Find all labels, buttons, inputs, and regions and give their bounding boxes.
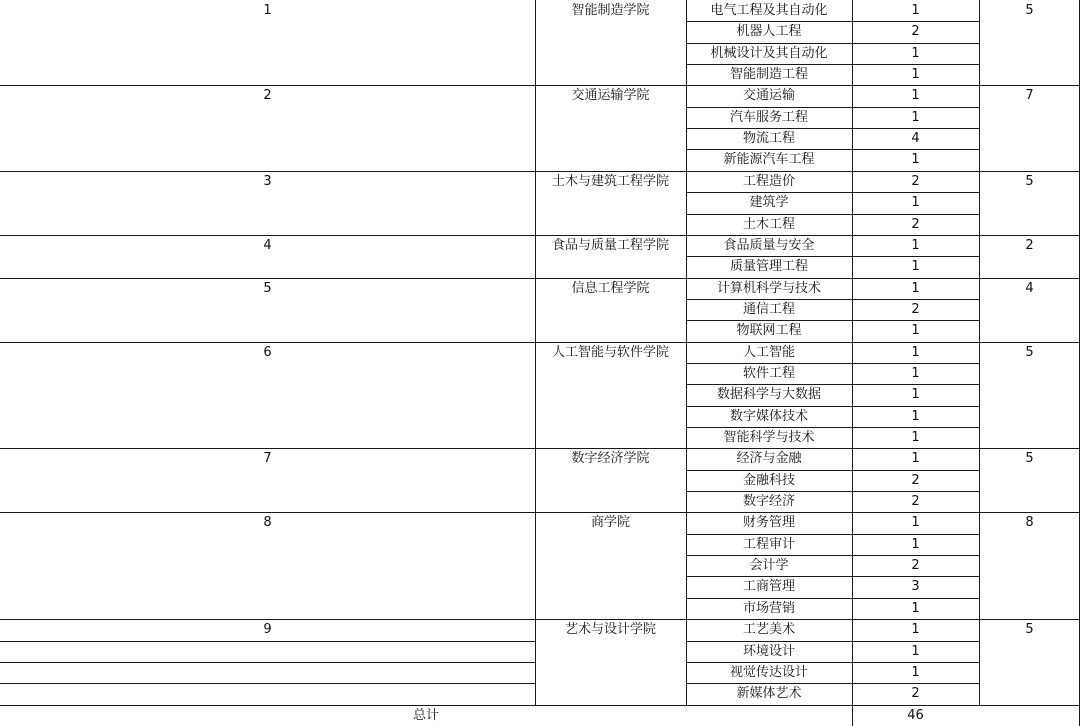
major-row-divider — [686, 555, 979, 556]
major-name-cell: 工程造价 — [742, 173, 795, 189]
serial-number-cell: 3 — [263, 173, 272, 189]
major-count-cell: 3 — [911, 579, 920, 595]
major-count-cell: 2 — [911, 216, 920, 232]
major-name-cell: 数字媒体技术 — [729, 408, 808, 424]
college-name-cell: 交通运输学院 — [571, 88, 650, 104]
major-name-cell: 新媒体艺术 — [736, 686, 802, 702]
college-name-cell: 智能制造学院 — [571, 3, 650, 18]
major-count-cell: 1 — [911, 515, 920, 531]
major-name-cell: 食品质量与安全 — [723, 237, 815, 253]
college-total-cell: 8 — [1025, 515, 1034, 531]
major-row-divider — [686, 427, 979, 428]
major-name-cell: 交通运输 — [742, 88, 795, 104]
major-row-divider — [686, 683, 979, 684]
major-row-divider — [686, 662, 979, 663]
major-name-cell: 数据科学与大数据 — [716, 387, 821, 403]
vline-serial-college — [535, 0, 536, 705]
major-count-cell: 1 — [911, 323, 920, 339]
major-row-divider — [686, 107, 979, 108]
major-row-divider — [686, 534, 979, 535]
major-count-cell: 4 — [911, 131, 920, 147]
major-count-cell: 2 — [911, 301, 920, 317]
major-count-cell: 1 — [911, 387, 920, 403]
group-divider — [0, 619, 1080, 620]
group-divider — [0, 85, 1080, 86]
serial-number-cell: 2 — [263, 88, 272, 104]
major-row-divider — [686, 363, 979, 364]
major-name-cell: 质量管理工程 — [729, 259, 808, 275]
major-name-cell: 通信工程 — [742, 301, 795, 317]
major-count-cell: 1 — [911, 344, 920, 360]
serial-number-cell: 1 — [263, 3, 272, 18]
serial-number-cell: 4 — [263, 237, 272, 253]
college-total-cell: 5 — [1025, 622, 1034, 638]
major-row-divider — [686, 43, 979, 44]
major-count-cell: 1 — [911, 109, 920, 125]
major-count-cell: 1 — [911, 451, 920, 467]
major-count-cell: 1 — [911, 152, 920, 168]
major-row-divider — [686, 214, 979, 215]
group-divider — [0, 448, 1080, 449]
major-row-divider — [686, 64, 979, 65]
major-row-divider — [686, 470, 979, 471]
serial-number-cell: 5 — [263, 280, 272, 296]
college-name-cell: 数字经济学院 — [571, 451, 650, 467]
college-name-cell: 艺术与设计学院 — [564, 622, 656, 638]
major-name-cell: 工商管理 — [742, 579, 795, 595]
major-row-divider — [686, 149, 979, 150]
major-row-divider — [686, 491, 979, 492]
major-count-cell: 1 — [911, 643, 920, 659]
serial-number-cell: 9 — [263, 622, 272, 638]
major-row-divider — [686, 256, 979, 257]
college-name-cell: 商学院 — [590, 515, 630, 531]
group-divider — [0, 342, 1080, 343]
major-name-cell: 物联网工程 — [736, 323, 802, 339]
major-name-cell: 市场营销 — [742, 600, 795, 616]
major-count-cell: 1 — [911, 622, 920, 638]
major-name-cell: 经济与金融 — [736, 451, 802, 467]
vline-college-major — [686, 0, 687, 705]
major-name-cell: 智能科学与技术 — [723, 430, 815, 445]
major-name-cell: 计算机科学与技术 — [716, 280, 821, 296]
major-row-divider — [686, 320, 979, 321]
college-name-cell: 食品与质量工程学院 — [551, 237, 669, 253]
group-divider — [0, 512, 1080, 513]
serial-number-cell: 7 — [263, 451, 272, 467]
major-count-cell: 1 — [911, 600, 920, 616]
vline-count-total — [979, 0, 980, 705]
college-total-cell: 5 — [1025, 451, 1034, 467]
college-total-cell: 2 — [1025, 237, 1034, 253]
major-name-cell: 财务管理 — [742, 515, 795, 531]
major-name-cell: 机械设计及其自动化 — [710, 45, 828, 61]
major-name-cell: 人工智能 — [742, 344, 795, 360]
college-total-cell: 5 — [1025, 173, 1034, 189]
major-count-cell: 1 — [911, 195, 920, 211]
major-row-divider — [686, 641, 979, 642]
group-divider — [0, 235, 1080, 236]
major-row-divider — [686, 598, 979, 599]
major-name-cell: 汽车服务工程 — [729, 109, 808, 125]
group-divider — [0, 278, 1080, 279]
major-name-cell: 建筑学 — [749, 195, 789, 211]
college-name-cell: 信息工程学院 — [571, 280, 650, 296]
major-name-cell: 视觉传达设计 — [729, 664, 808, 680]
major-row-divider — [686, 576, 979, 577]
major-name-cell: 金融科技 — [742, 472, 795, 488]
major-count-cell: 2 — [911, 686, 920, 702]
major-name-cell: 电气工程及其自动化 — [710, 3, 828, 18]
college-total-cell: 7 — [1025, 88, 1034, 104]
serial-number-cell: 8 — [263, 515, 272, 531]
college-total-cell: 5 — [1025, 344, 1034, 360]
college-total-cell: 5 — [1025, 3, 1034, 18]
major-count-cell: 1 — [911, 237, 920, 253]
major-count-cell: 2 — [911, 472, 920, 488]
major-name-cell: 土木工程 — [742, 216, 795, 232]
major-name-cell: 物流工程 — [742, 131, 795, 147]
major-name-cell: 机器人工程 — [736, 24, 802, 40]
serial-row-divider — [0, 683, 535, 684]
major-row-divider — [686, 21, 979, 22]
major-row-divider — [686, 128, 979, 129]
college-name-cell: 人工智能与软件学院 — [551, 344, 669, 360]
major-count-cell: 1 — [911, 536, 920, 552]
college-name-cell: 土木与建筑工程学院 — [551, 173, 669, 189]
major-name-cell: 新能源汽车工程 — [723, 152, 815, 168]
major-count-cell: 1 — [911, 664, 920, 680]
major-name-cell: 软件工程 — [742, 365, 795, 381]
major-count-cell: 2 — [911, 173, 920, 189]
major-count-cell: 1 — [911, 259, 920, 275]
major-count-cell: 1 — [911, 45, 920, 61]
major-row-divider — [686, 299, 979, 300]
serial-row-divider — [0, 641, 535, 642]
major-name-cell: 数字经济 — [742, 494, 795, 510]
vline-major-count — [852, 0, 853, 726]
major-count-cell: 1 — [911, 408, 920, 424]
major-count-cell: 1 — [911, 280, 920, 296]
major-count-cell: 2 — [911, 494, 920, 510]
serial-row-divider — [0, 662, 535, 663]
grand-total-label: 总计 — [412, 707, 439, 723]
major-count-cell: 1 — [911, 3, 920, 18]
major-row-divider — [686, 192, 979, 193]
major-count-cell: 2 — [911, 558, 920, 574]
major-count-cell: 2 — [911, 24, 920, 40]
major-count-cell: 1 — [911, 430, 920, 445]
major-count-cell: 1 — [911, 88, 920, 104]
major-name-cell: 智能制造工程 — [729, 67, 808, 83]
grand-total-value: 46 — [907, 707, 924, 723]
major-name-cell: 工程审计 — [742, 536, 795, 552]
group-divider — [0, 171, 1080, 172]
major-row-divider — [686, 406, 979, 407]
major-name-cell: 工艺美术 — [742, 622, 795, 638]
major-name-cell: 会计学 — [749, 558, 789, 574]
major-count-cell: 1 — [911, 365, 920, 381]
major-name-cell: 环境设计 — [742, 643, 795, 659]
major-row-divider — [686, 384, 979, 385]
college-total-cell: 4 — [1025, 280, 1034, 296]
major-count-cell: 1 — [911, 67, 920, 83]
serial-number-cell: 6 — [263, 344, 272, 360]
